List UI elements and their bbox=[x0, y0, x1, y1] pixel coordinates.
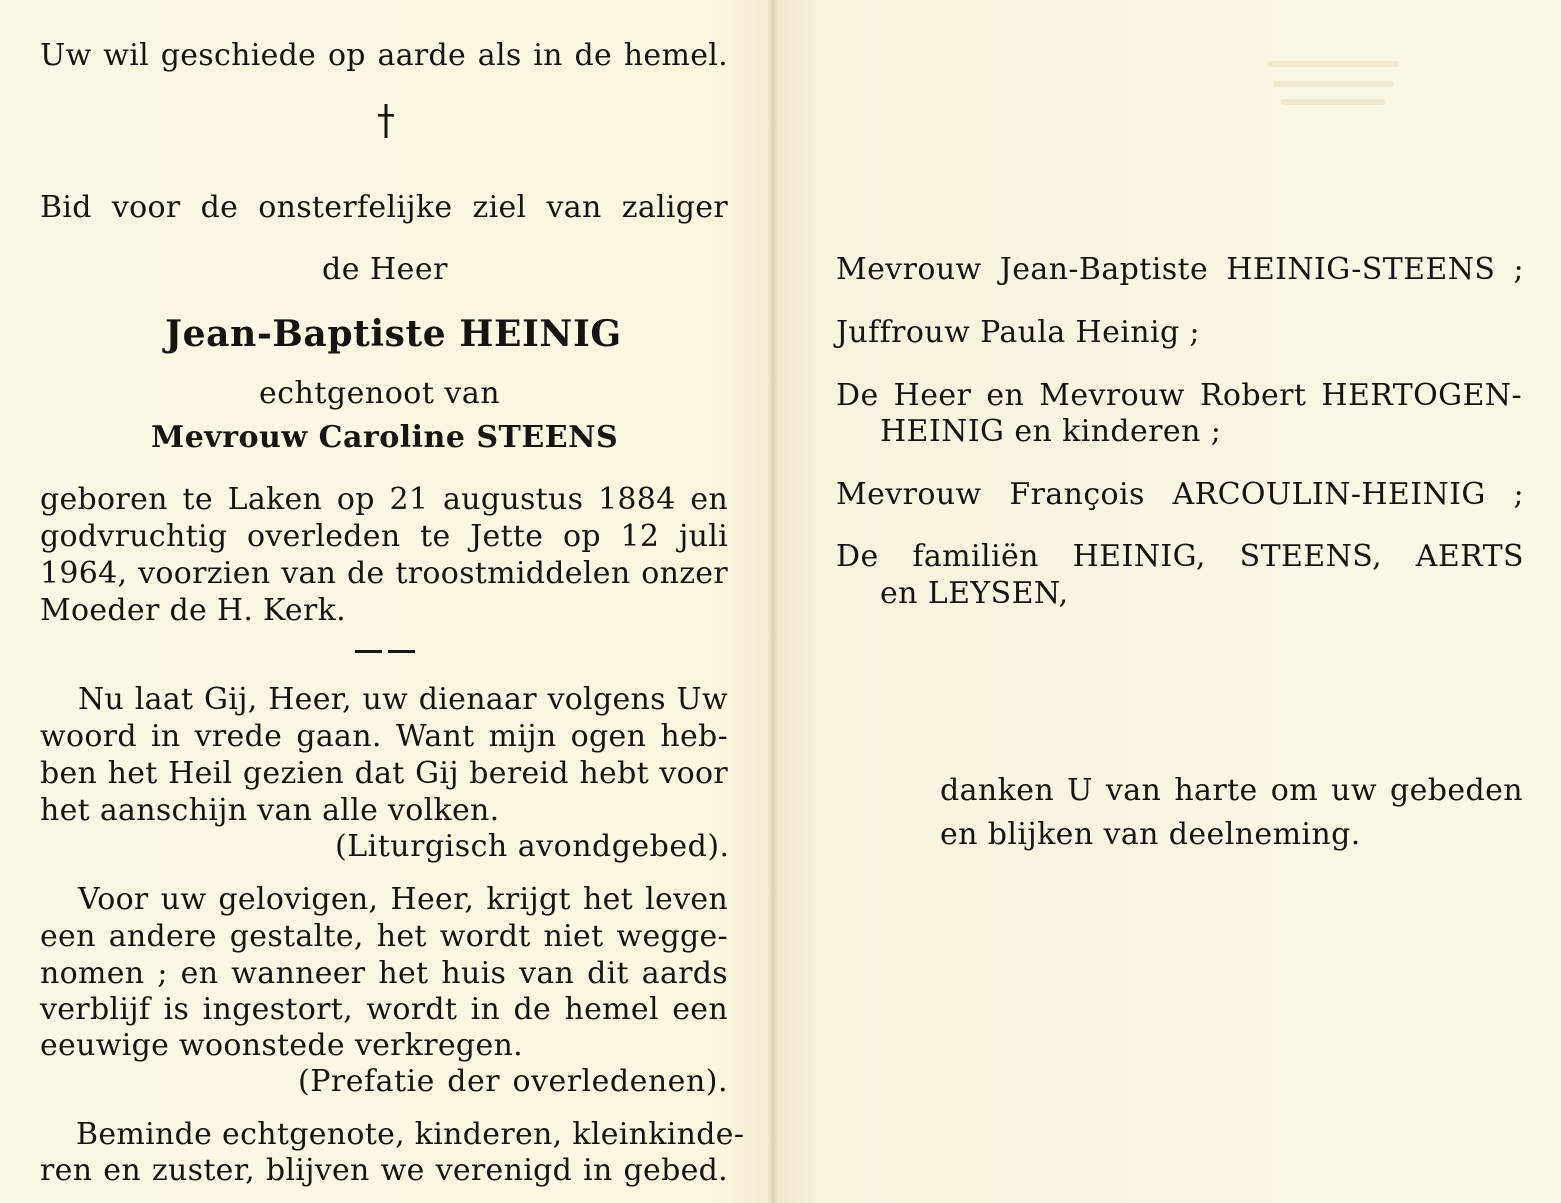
family-member: HEINIG en kinderen ; bbox=[880, 414, 1222, 449]
family-member: en LEYSEN, bbox=[880, 576, 1069, 611]
card-fold bbox=[768, 0, 778, 1203]
spouse-name: Mevrouw Caroline STEENS bbox=[151, 420, 619, 455]
family-member: De familiën HEINIG, STEENS, AERTS bbox=[836, 539, 1524, 574]
deceased-title: de Heer bbox=[322, 252, 449, 287]
quote2-line: eeuwige woonstede verkregen. bbox=[40, 1028, 523, 1063]
spouse-intro: echtgenoot van bbox=[259, 376, 501, 411]
quote2-source: (Prefatie der overledenen). bbox=[298, 1064, 728, 1099]
quote2-line: verblijf is ingestort, wordt in de hemel een bbox=[40, 992, 728, 1027]
bio-line: geboren te Laken op 21 augustus 1884 en bbox=[40, 482, 728, 517]
quote1-source: (Liturgisch avondgebed). bbox=[335, 829, 730, 864]
separator-dash bbox=[355, 650, 382, 653]
bio-line: 1964, voorzien van de troostmiddelen onzer bbox=[40, 556, 728, 591]
thanks-line: danken U van harte om uw gebeden bbox=[940, 773, 1523, 808]
embossed-mark bbox=[1258, 42, 1408, 120]
quote1-line: het aanschijn van alle volken. bbox=[40, 793, 500, 828]
closing-line: Beminde echtgenote, kinderen, kleinkinde- bbox=[76, 1117, 745, 1152]
thanks-line: en blijken van deelneming. bbox=[940, 817, 1361, 852]
family-member: Mevrouw Jean-Baptiste HEINIG-STEENS ; bbox=[836, 252, 1524, 287]
quote2-line: Voor uw gelovigen, Heer, krijgt het leven bbox=[78, 882, 728, 917]
bio-line: Moeder de H. Kerk. bbox=[40, 593, 346, 628]
quote2-line: een andere gestalte, het wordt niet wegge- bbox=[40, 919, 728, 954]
separator-dash bbox=[388, 650, 415, 653]
family-member: De Heer en Mevrouw Robert HERTOGEN- bbox=[836, 378, 1522, 413]
quote2-line: nomen ; en wanneer het huis van dit aards bbox=[40, 956, 728, 991]
latin-cross-icon bbox=[374, 102, 398, 142]
prayer-intro: Bid voor de onsterfelijke ziel van zaliger bbox=[40, 190, 728, 225]
quote1-line: woord in vrede gaan. Want mijn ogen heb- bbox=[40, 719, 728, 754]
quote1-line: ben het Heil gezien dat Gij bereid hebt voor bbox=[40, 756, 728, 791]
family-member: Mevrouw François ARCOULIN-HEINIG ; bbox=[836, 477, 1524, 512]
opening-verse: Uw wil geschiede op aarde als in de hemel. bbox=[40, 38, 728, 73]
family-member: Juffrouw Paula Heinig ; bbox=[836, 315, 1201, 350]
closing-line: ren en zuster, blijven we verenigd in gebed. bbox=[40, 1153, 728, 1188]
bio-line: godvruchtig overleden te Jette op 12 juli bbox=[40, 519, 728, 554]
deceased-name: Jean-Baptiste HEINIG bbox=[165, 313, 622, 355]
quote1-line: Nu laat Gij, Heer, uw dienaar volgens Uw bbox=[78, 682, 728, 717]
